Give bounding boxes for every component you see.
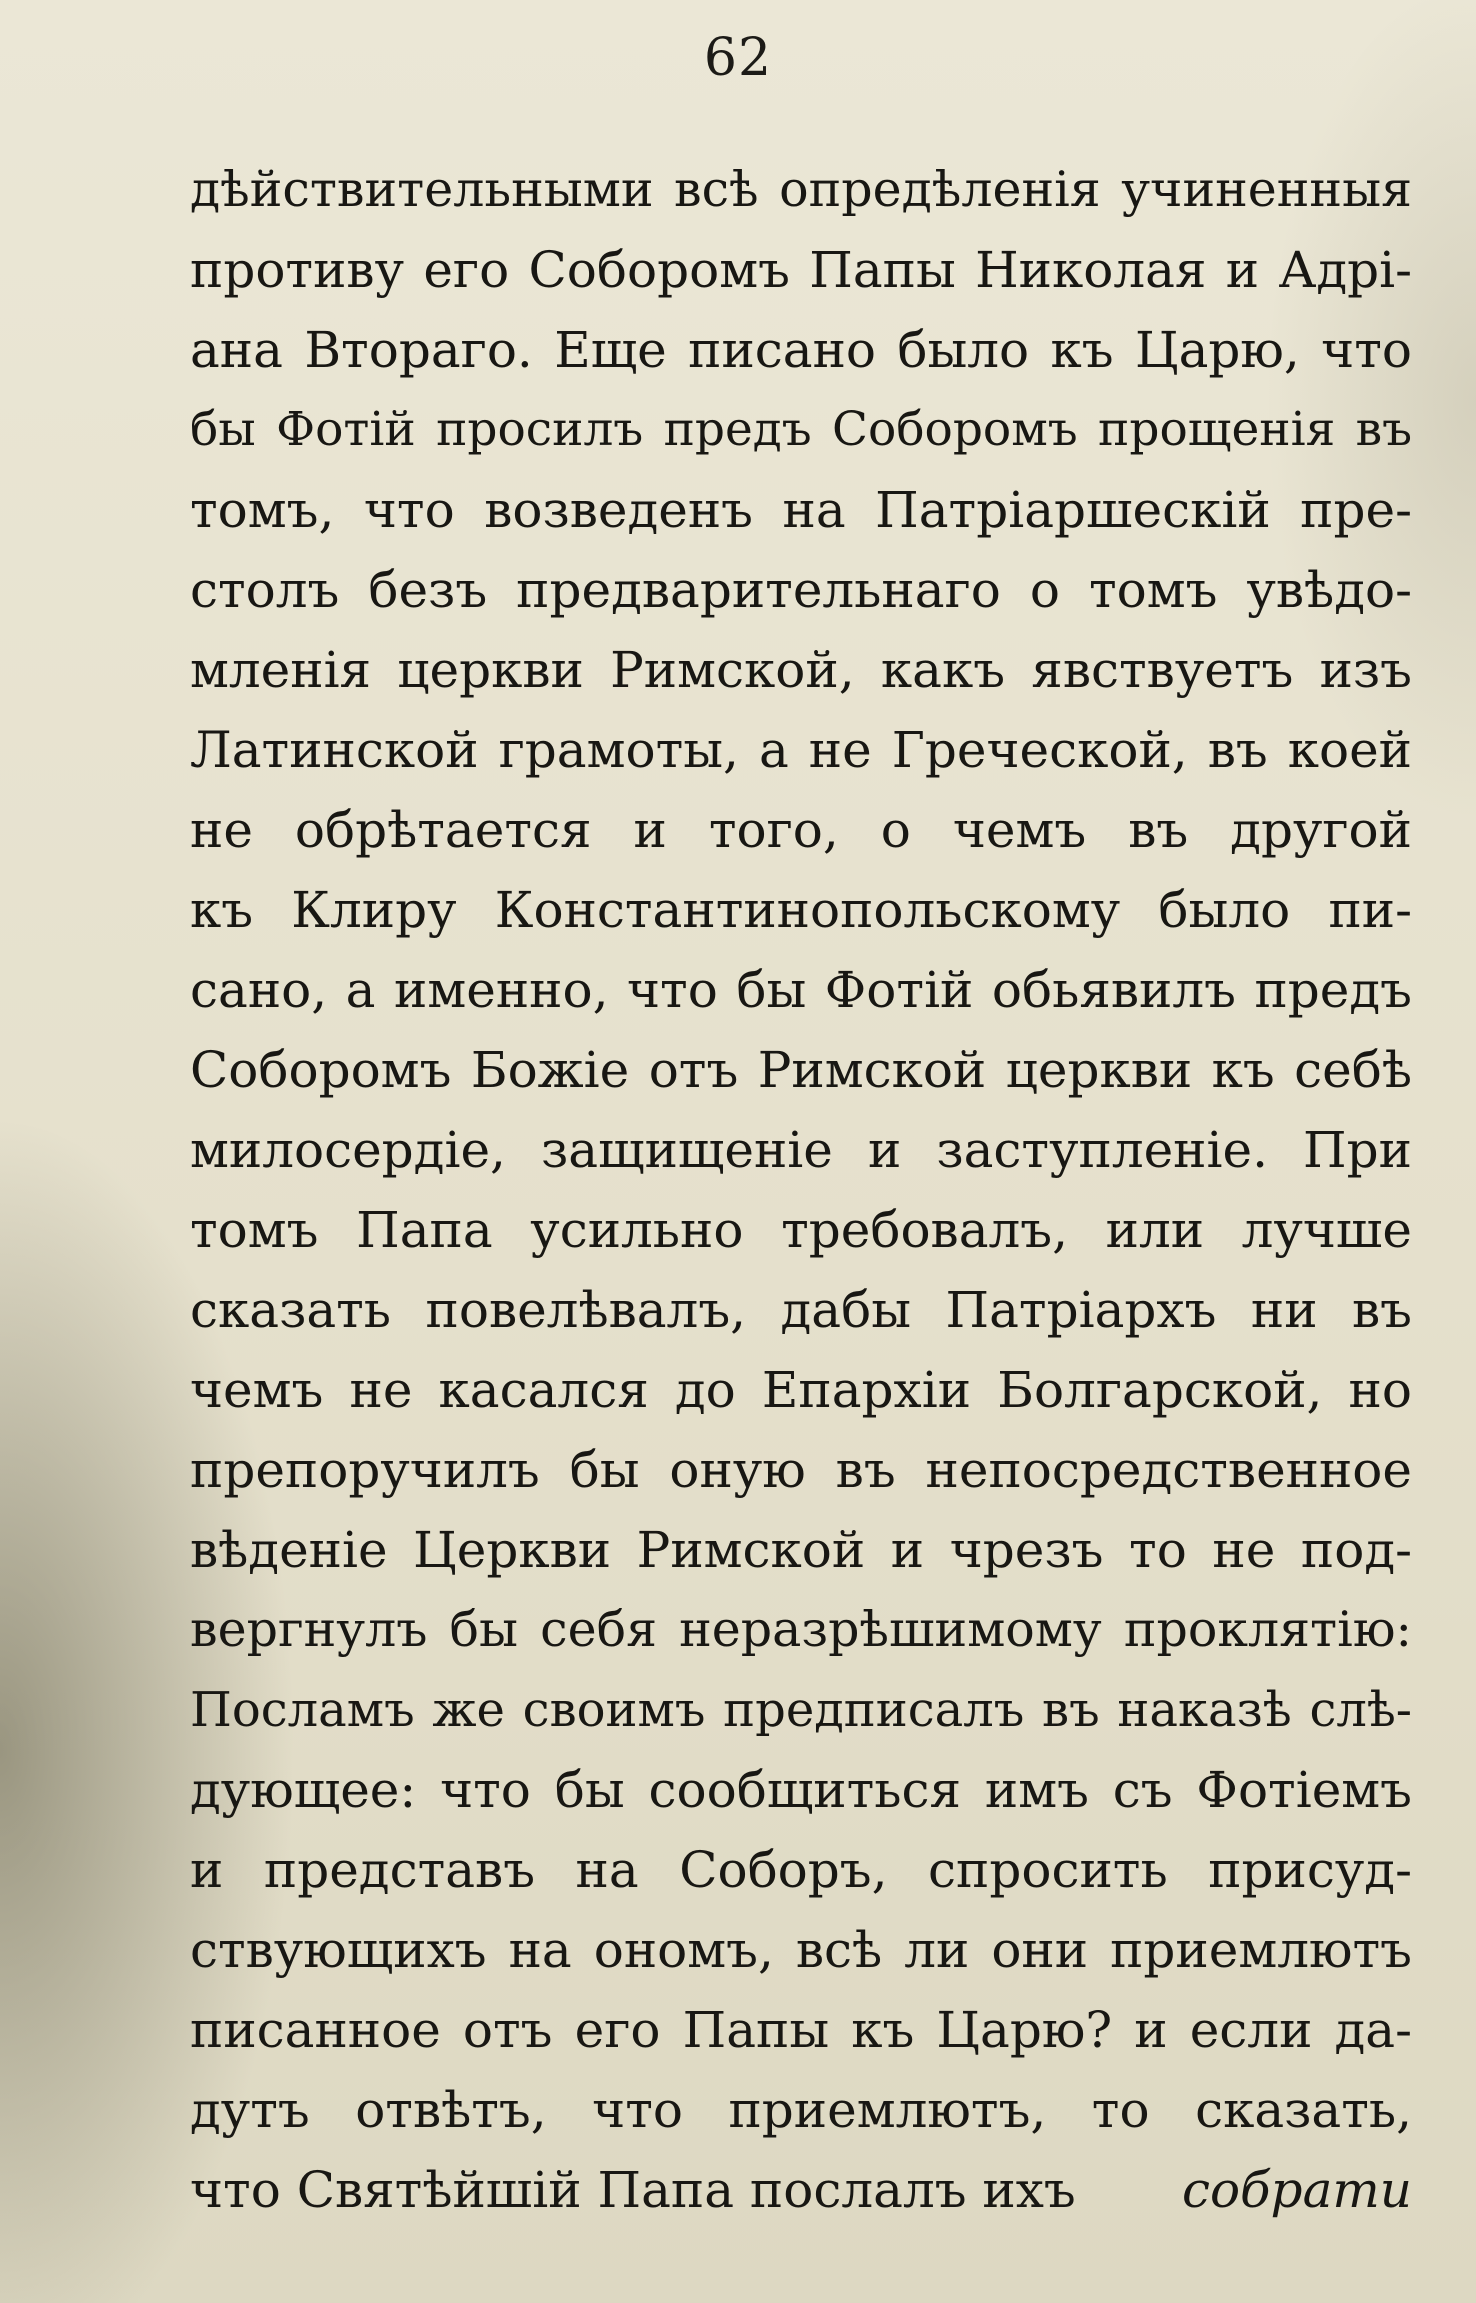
text-line: дѣйствительными всѣ опредѣленія учиненныя bbox=[190, 161, 1412, 218]
text-line: томъ Папа усильно требовалъ, или лучше bbox=[190, 1201, 1412, 1259]
text-line: Латинской грамоты, а не Греческой, въ коей bbox=[190, 721, 1412, 779]
body-text bbox=[190, 150, 1412, 2230]
text-line: вѣденіе Церкви Римской и чрезъ то не под- bbox=[190, 1521, 1412, 1579]
last-line-regular: что Святѣйшій Папа послалъ ихъ bbox=[190, 2161, 1076, 2219]
text-line: писанное отъ его Папы къ Царю? и если да- bbox=[190, 2001, 1412, 2059]
text-line: Соборомъ Божіе отъ Римской церкви къ себѣ bbox=[190, 1041, 1412, 1099]
page-number: 62 bbox=[703, 28, 773, 88]
text-line: дующее: что бы сообщиться имъ съ Фотіемъ bbox=[190, 1761, 1412, 1819]
text-line: сано, а именно, что бы Фотій обьявилъ предъ bbox=[190, 961, 1412, 1019]
text-line: противу его Соборомъ Папы Николая и Адрі- bbox=[190, 241, 1412, 299]
text-line: ана Втораго. Еще писано было къ Царю, что bbox=[190, 321, 1412, 379]
text-line: вергнулъ бы себя неразрѣшимому проклятію: bbox=[190, 1601, 1412, 1658]
text-line: милосердіе, защищеніе и заступленіе. При bbox=[190, 1121, 1412, 1179]
text-line: томъ, что возведенъ на Патріаршескій пре- bbox=[190, 481, 1412, 539]
text-line: бы Фотій просилъ предъ Соборомъ прощенія въ bbox=[190, 402, 1412, 457]
text-line: чемъ не касался до Епархіи Болгарской, но bbox=[190, 1361, 1412, 1419]
text-line: сказать повелѣвалъ, дабы Патріархъ ни въ bbox=[190, 1281, 1412, 1339]
text-line: ствующихъ на ономъ, всѣ ли они приемлютъ bbox=[190, 1921, 1412, 1979]
text-line: дутъ отвѣтъ, что приемлютъ, то сказать, bbox=[190, 2081, 1412, 2139]
text-line: Посламъ же своимъ предписалъ въ наказѣ слѣ- bbox=[190, 1682, 1412, 1738]
text-line: столъ безъ предварительнаго о томъ увѣдо- bbox=[190, 561, 1412, 619]
text-line: препоручилъ бы оную въ непосредственное bbox=[190, 1441, 1412, 1499]
text-line: къ Клиру Константинопольскому было пи- bbox=[190, 881, 1412, 939]
text-line: и представъ на Соборъ, спросить присуд- bbox=[190, 1841, 1412, 1899]
catchword: собрати bbox=[1181, 2161, 1412, 2219]
text-line: не обрѣтается и того, о чемъ въ другой bbox=[190, 801, 1412, 859]
text-line: мленія церкви Римской, какъ явствуетъ изъ bbox=[190, 641, 1412, 699]
text-line-last bbox=[190, 2150, 1412, 2230]
